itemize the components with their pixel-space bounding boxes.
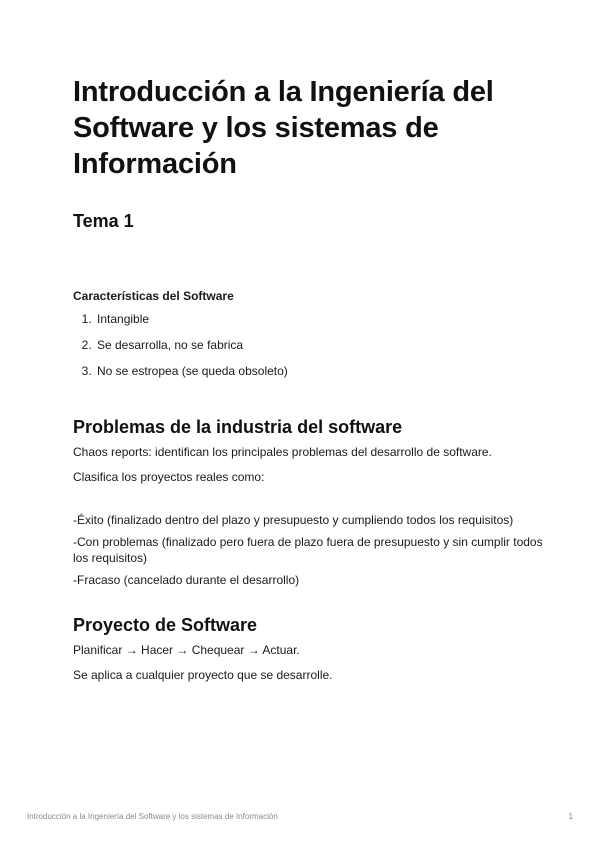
caracteristicas-heading: Características del Software	[73, 289, 234, 303]
footer-page-number: 1	[568, 812, 573, 821]
problemas-heading: Problemas de la industria del software	[73, 417, 403, 437]
proyecto-note: Se aplica a cualquier proyecto que se desarrolle.	[73, 668, 333, 682]
problemas-classify: Clasifica los proyectos reales como:	[73, 470, 265, 484]
list-item: 3. No se estropea (se queda obsoleto)	[95, 363, 543, 380]
outcome-exito: -Éxito (finalizado dentro del plazo y presupuesto y cumpliendo todos los requisitos)	[73, 513, 514, 527]
outcome-fracaso: -Fracaso (cancelado durante el desarrollo)	[73, 573, 300, 587]
list-item: 1. Intangible	[95, 311, 543, 328]
document-page	[73, 74, 543, 683]
proyecto-heading: Proyecto de Software	[73, 615, 258, 635]
page-footer	[27, 812, 573, 821]
outcome-con-problemas: -Con problemas (finalizado pero fuera de plazo fuera de presupuesto y sin cumplir todos los requisitos)	[73, 535, 543, 565]
list-item: 2. Se desarrolla, no se fabrica	[95, 337, 543, 354]
page-title: Introducción a la Ingeniería del Software y los sistemas de Información	[73, 76, 494, 180]
caracteristicas-list	[73, 311, 543, 380]
proyecto-cycle: Planificar → Hacer → Chequear → Actuar.	[73, 643, 300, 657]
page-subtitle: Tema 1	[73, 211, 134, 231]
problemas-intro: Chaos reports: identifican los principales problemas del desarrollo de software.	[73, 445, 492, 459]
footer-doc-title: Introducción a la Ingeniería del Software y los sistemas de Información	[27, 812, 278, 821]
